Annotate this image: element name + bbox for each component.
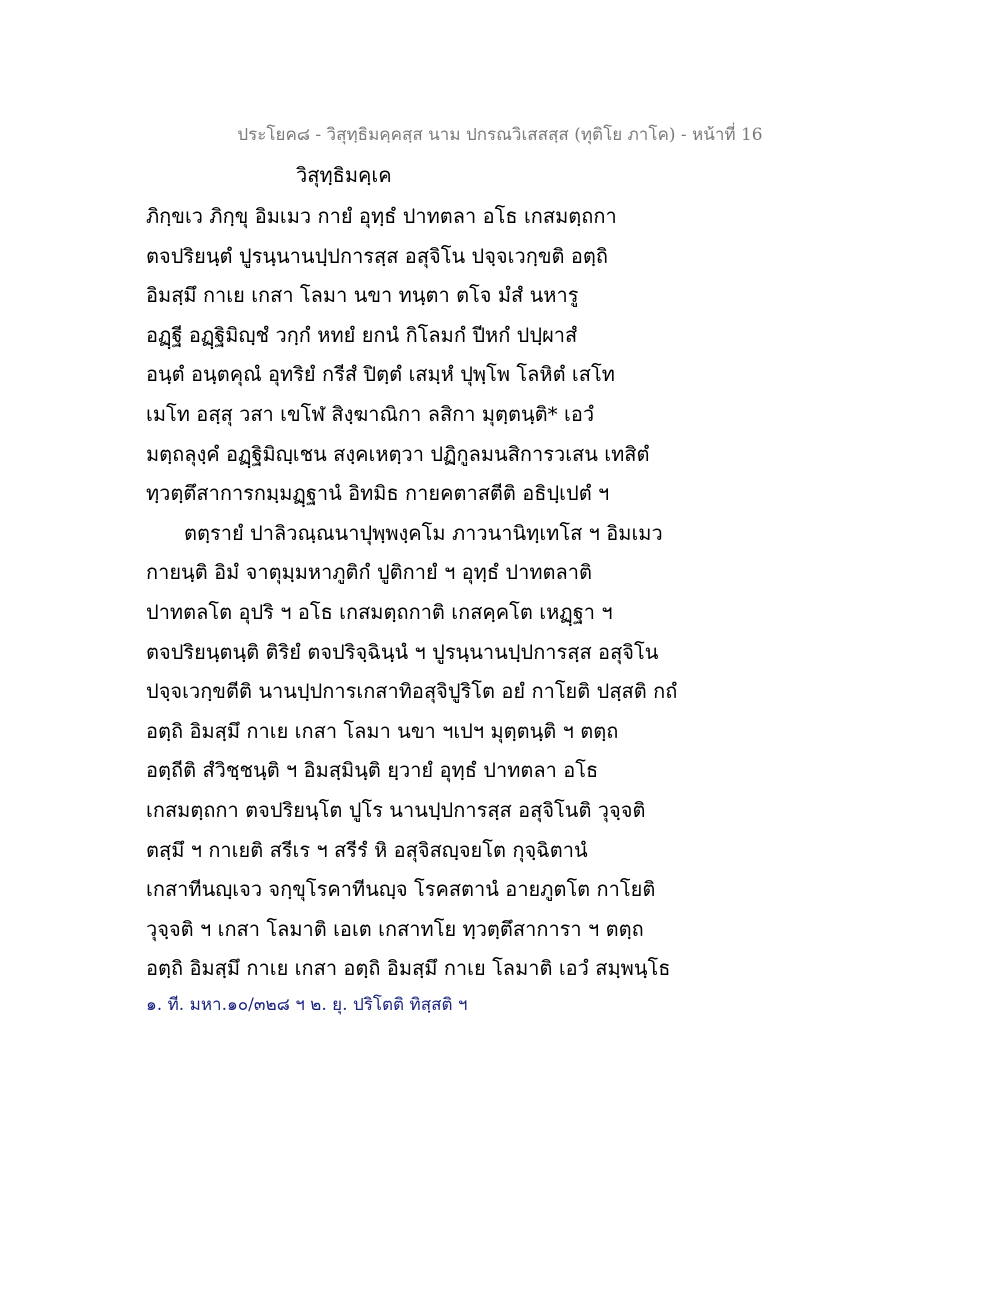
body-line: อตฺถิ อิมสฺมึ กาเย เกสา โลมา นขา ฯเปฯ มุตฺตนฺติ ฯ ตตฺถ	[146, 718, 619, 743]
body-line: เกสาทีนญฺเจว จกฺขุโรคาทีนญฺจ โรคสตานํ อายภูตโต กาโยติ	[146, 877, 656, 902]
body-line: เกสมตฺถกา ตจปริยนฺโต ปูโร นานปฺปการสฺส อสุจิโนติ วุจฺจติ	[146, 797, 646, 822]
body-line: ปจฺจเวกฺขตีติ นานปฺปการเกสาทิอสุจิปูริโต อยํ กาโยติ ปสฺสติ กถํ	[146, 679, 678, 704]
footnote: ๑. ที. มหา.๑๐/๓๒๘ ฯ ๒. ยุ. ปริโตติ ทิสฺสติ ฯ	[146, 995, 468, 1015]
body-line: อตฺถีติ สํวิชฺชนฺติ ฯ อิมสฺมินฺติ ยฺวายํ อุทฺธํ ปาทตลา อโธ	[146, 758, 599, 783]
body-line: ตสฺมึ ฯ กาเยติ สรีเร ฯ สรีรํ หิ อสุจิสญฺจยโต กุจฺฉิตานํ	[146, 837, 588, 862]
section-title: วิสุทฺธิมคฺเค	[296, 163, 392, 187]
body-line: ตจปริยนฺตนฺติ ติริยํ ตจปริจฺฉินฺนํ ฯ ปูรนฺนานปฺปการสฺส อสุจิโน	[146, 639, 659, 664]
body-line: อฏฺฐี อฏฺฐิมิญฺชํ วกฺกํ หทยํ ยกนํ กิโลมกํ ปีหกํ ปปฺผาสํ	[146, 322, 578, 347]
body-line: อนฺตํ อนฺตคุณํ อุทริยํ กรีสํ ปิตฺตํ เสมฺหํ ปุพฺโพ โลหิตํ เสโท	[146, 362, 615, 387]
body-line: อตฺถิ อิมสฺมึ กาเย เกสา อตฺถิ อิมสฺมึ กาเย โลมาติ เอวํ สมฺพนฺโธ	[146, 956, 671, 981]
running-header: ประโยค๘ - วิสุทฺธิมคฺคสฺส นาม ปกรณวิเสสสฺส (ทุติโย ภาโค) - หน้าที่ 16	[237, 125, 763, 145]
body-line: เมโท อสฺสุ วสา เขโฬ สิงฺฆาณิกา ลสิกา มุตฺตนฺติ* เอวํ	[146, 401, 595, 426]
body-line: อิมสฺมึ กาเย เกสา โลมา นขา ทนฺตา ตโจ มํสํ นหารู	[146, 283, 579, 308]
body-line: ปาทตลโต อุปริ ฯ อโธ เกสมตฺถกาติ เกสคฺคโต เหฏฺฐา ฯ	[146, 599, 613, 624]
paragraph-first-line: ตตฺรายํ ปาลิวณฺณนาปุพฺพงฺคโม ภาวนานิทฺเทโส ฯ อิมเมว	[184, 520, 663, 545]
body-line: มตฺถลุงฺคํ อฏฺฐิมิญฺเชน สงฺคเหตฺวา ปฏิกูลมนสิการวเสน เทสิตํ	[146, 441, 650, 466]
body-line: ตจปริยนฺตํ ปูรนฺนานปฺปการสฺส อสุจิโน ปจฺจเวกฺขติ อตฺถิ	[146, 243, 608, 268]
body-line: กายนฺติ อิมํ จาตุมฺมหาภูติกํ ปูติกายํ ฯ อุทฺธํ ปาทตลาติ	[146, 560, 593, 585]
body-line: วุจฺจติ ฯ เกสา โลมาติ เอเต เกสาทโย ทฺวตฺตึสาการา ฯ ตตฺถ	[146, 916, 644, 941]
body-text	[146, 197, 866, 989]
body-line: ทฺวตฺตึสาการกมฺมฏฺฐานํ อิทมิธ กายคตาสตีติ อธิปฺเปตํ ฯ	[146, 481, 610, 506]
body-line: ภิกฺขเว ภิกฺขุ อิมเมว กายํ อุทฺธํ ปาทตลา อโธ เกสมตฺถกา	[146, 204, 617, 228]
